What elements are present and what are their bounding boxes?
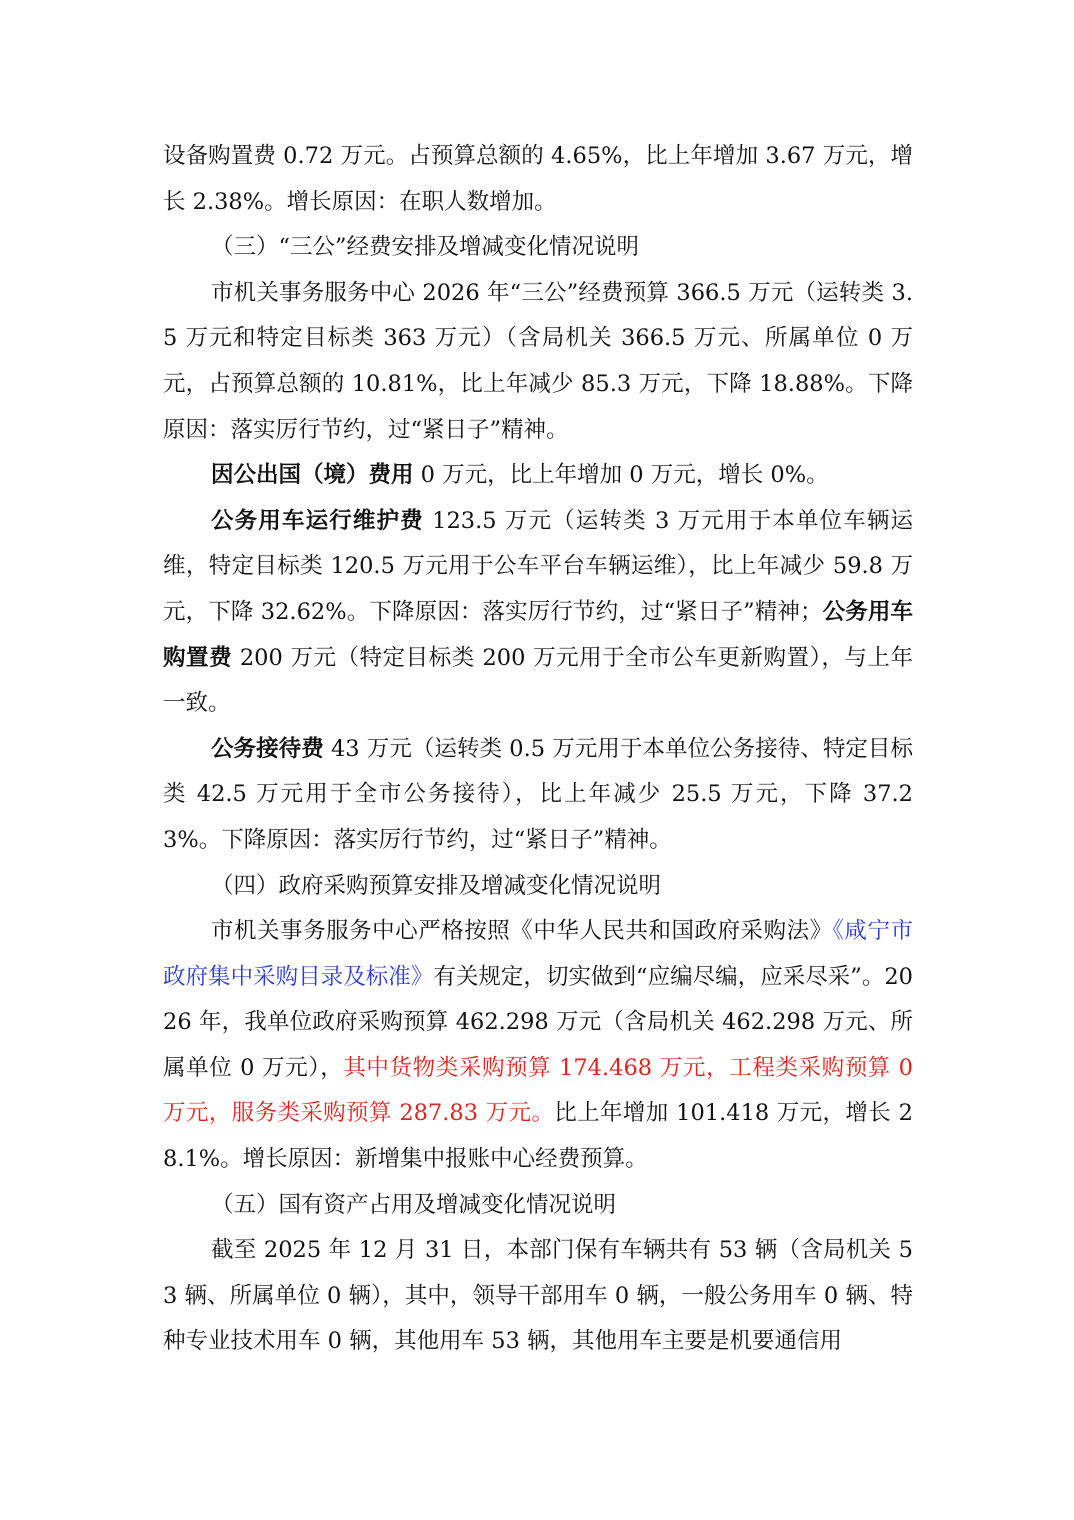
term-overseas-trip-cost: 因公出国（境）费用 (211, 462, 414, 489)
paragraph-procurement (163, 909, 913, 1183)
paragraph-three-public-summary: 市机关事务服务中心 2026 年“三公”经费预算 366.5 万元（运转类 3.5 万元和特定目标类 363 万元）（含局机关 366.5 万元、所属单位 0 万元，占预算总额的 10.81%，比上年减少 85.3 万元，下降 18.88%。下降原因：落实厉行节约，过“紧日子”精神。 (163, 279, 913, 443)
vehicle-purchase-text: 200 万元（特定目标类 200 万元用于全市公车更新购置），与上年一致。 (163, 644, 913, 717)
paragraph-equipment-cost: 设备购置费 0.72 万元。占预算总额的 4.65%，比上年增加 3.67 万元，增长 2.38%。增长原因：在职人数增加。 (163, 143, 913, 215)
procurement-text-2: 有关规定，切实做到“应编尽编，应采尽采”。2026 年，我单位政府采购预算 462.298 万元（含局机关 462.298 万元、所属单位 0 万元）， (163, 963, 913, 1081)
procurement-catalog-link[interactable]: 《咸宁市政府集中采购目录及标准》 (163, 918, 913, 990)
procurement-text-1: 市机关事务服务中心严格按照《中华人民共和国政府采购法》 (211, 918, 833, 945)
vehicle-maintenance-text: 123.5 万元（运转类 3 万元用于本单位车辆运维，特定目标类 120.5 万元用于公车平台车辆运维），比上年减少 59.8 万元，下降 32.62%。下降原因：落实厉行节约，过“紧日子”精神； (163, 507, 913, 625)
paragraph-overseas-trip (163, 453, 913, 499)
procurement-text-3: 比上年增加 101.418 万元，增长 28.1%。增长原因：新增集中报账中心经费预算。 (163, 1100, 913, 1173)
procurement-highlight: 其中货物类采购预算 174.468 万元，工程类采购预算 0 万元，服务类采购预算 287.83 万元。 (163, 1054, 913, 1127)
section-heading-state-assets: （五）国有资产占用及增减变化情况说明 (211, 1191, 617, 1218)
term-reception-cost: 公务接待费 (211, 735, 324, 762)
term-vehicle-purchase-cost: 公务用车购置费 (163, 598, 913, 671)
term-vehicle-maintenance-cost: 公务用车运行维护费 (211, 507, 424, 534)
paragraph-vehicles-held: 截至 2025 年 12 月 31 日，本部门保有车辆共有 53 辆（含局机关 53 辆、所属单位 0 辆），其中，领导干部用车 0 辆，一般公务用车 0 辆、特种专业技术用车 0 辆，其他用车 53 辆，其他用车主要是机要通信用 (163, 1237, 913, 1355)
paragraph-reception (163, 727, 913, 864)
section-heading-three-public: （三）“三公”经费安排及增减变化情况说明 (211, 234, 640, 261)
section-heading-procurement: （四）政府采购预算安排及增减变化情况说明 (211, 872, 662, 899)
reception-text: 43 万元（运转类 0.5 万元用于本单位公务接待、特定目标类 42.5 万元用于全市公务接待），比上年减少 25.5 万元，下降 37.23%。下降原因：落实厉行节约，过“紧日子”精神。 (163, 735, 913, 853)
paragraph-vehicle-costs (163, 499, 913, 727)
overseas-trip-text: 0 万元，比上年增加 0 万元，增长 0%。 (413, 462, 829, 489)
document-page (163, 134, 913, 1365)
